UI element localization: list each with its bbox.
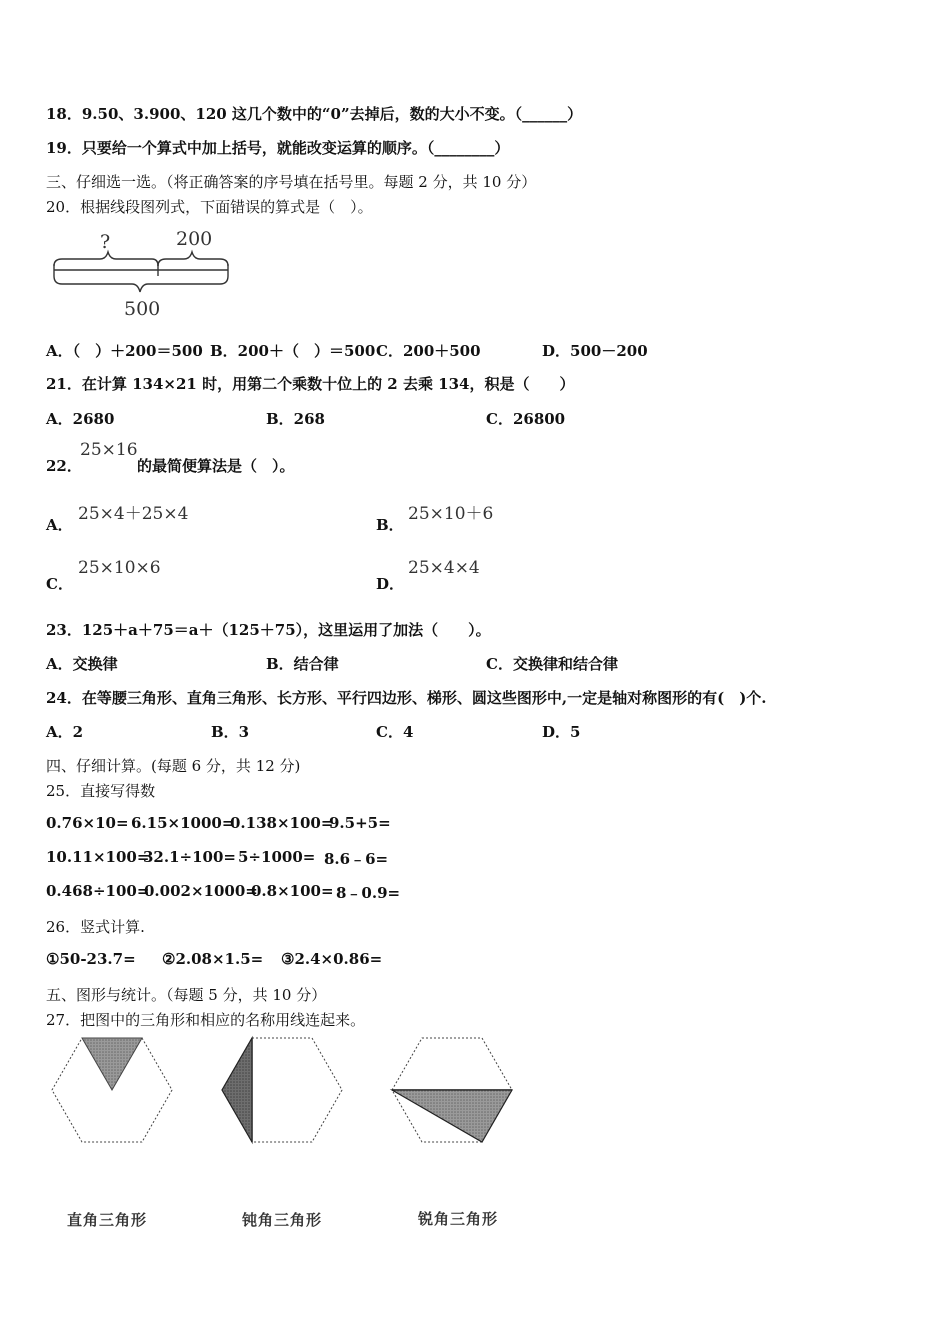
question-18: 18．9.50、3.900、120 这几个数中的“0”去掉后，数的大小不变。（______）	[46, 105, 583, 123]
q25-item: 8.6﹣6=	[324, 850, 389, 868]
section-4-heading: 四、仔细计算。(每题 6 分，共 12 分)	[46, 757, 301, 775]
hexagon-figure-3	[392, 1038, 512, 1142]
q22-option-a-expr: 25×4＋25×4	[78, 504, 189, 524]
question-23: 23．125＋a＋75＝a＋（125＋75），这里运用了加法（ ）。	[46, 621, 491, 639]
q24-option-a: A．2	[46, 723, 84, 741]
diagram-label-200: 200	[176, 228, 213, 250]
q22-option-c-expr: 25×10×6	[78, 558, 161, 578]
q25-item: 6.15×1000=	[131, 814, 235, 832]
shaded-triangle-1	[82, 1038, 142, 1090]
q23-option-a: A．交换律	[46, 655, 118, 673]
hexagon-figures	[45, 1030, 525, 1155]
q26-item-3: ③2.4×0.86=	[281, 950, 383, 968]
q25-item: 0.76×10=	[46, 814, 129, 832]
hexagon-figure-2	[222, 1038, 342, 1142]
q20-option-b: B．200＋（ ）＝500	[210, 342, 376, 360]
label-right-triangle: 直角三角形	[67, 1211, 148, 1229]
shaded-triangle-3	[392, 1090, 512, 1142]
q25-item: 0.468÷100=	[46, 882, 150, 900]
q22-option-a-label: A．	[46, 516, 73, 534]
q22-number: 22．	[46, 457, 82, 475]
q25-item: 10.11×100=	[46, 848, 150, 866]
q21-option-b: B．268	[266, 410, 325, 428]
q22-expression: 25×16	[80, 440, 138, 460]
question-19: 19．只要给一个算式中加上括号，就能改变运算的顺序。（________）	[46, 139, 510, 157]
shaded-triangle-2	[222, 1038, 252, 1142]
q22-option-c-label: C．	[46, 575, 73, 593]
q24-option-b: B．3	[211, 723, 250, 741]
q25-item: 32.1÷100=	[143, 848, 236, 866]
q20-option-d: D．500－200	[542, 342, 648, 360]
question-27: 27．把图中的三角形和相应的名称用线连起来。	[46, 1011, 366, 1029]
question-26: 26．竖式计算.	[46, 918, 145, 936]
question-21: 21．在计算 134×21 时，用第二个乘数十位上的 2 去乘 134，积是（ ）	[46, 375, 575, 393]
q25-item: 8﹣0.9=	[336, 884, 401, 902]
q26-item-2: ②2.08×1.5=	[162, 950, 264, 968]
question-20: 20．根据线段图列式，下面错误的算式是（ ）。	[46, 198, 373, 216]
question-25: 25．直接写得数	[46, 782, 156, 800]
q22-option-d-expr: 25×4×4	[408, 558, 480, 578]
q22-question-text: 的最简便算法是（ ）。	[137, 457, 295, 475]
section-3-heading: 三、仔细选一选。（将正确答案的序号填在括号里。每题 2 分，共 10 分）	[46, 173, 537, 191]
q21-option-c: C．26800	[486, 410, 566, 428]
question-24: 24．在等腰三角形、直角三角形、长方形、平行四边形、梯形、圆这些图形中,一定是轴对称图形的有( )个.	[46, 689, 767, 707]
q25-item: 5÷1000=	[238, 848, 316, 866]
q25-item: 0.8×100=	[251, 882, 334, 900]
label-obtuse-triangle: 钝角三角形	[242, 1211, 323, 1229]
q24-option-d: D．5	[542, 723, 581, 741]
line-segment-diagram	[48, 226, 238, 321]
q25-item: 9.5+5=	[329, 814, 391, 832]
q20-option-c: C．200＋500	[376, 342, 481, 360]
section-5-heading: 五、图形与统计。（每题 5 分，共 10 分）	[46, 986, 327, 1004]
q26-item-1: ①50-23.7=	[46, 950, 136, 968]
q25-item: 0.138×100=	[230, 814, 334, 832]
q24-option-c: C．4	[376, 723, 414, 741]
q25-item: 0.002×1000=	[144, 882, 258, 900]
q22-option-b-label: B．	[376, 516, 404, 534]
q23-option-b: B．结合律	[266, 655, 339, 673]
diagram-label-500: 500	[124, 298, 161, 320]
label-acute-triangle: 锐角三角形	[418, 1210, 499, 1228]
q22-option-d-label: D．	[376, 575, 405, 593]
q21-option-a: A．2680	[46, 410, 115, 428]
q22-option-b-expr: 25×10＋6	[408, 504, 494, 524]
q23-option-c: C．交换律和结合律	[486, 655, 618, 673]
diagram-label-unknown: ?	[100, 231, 111, 253]
q20-option-a: A．（ ）＋200＝500	[46, 342, 203, 360]
hexagon-figure-1	[52, 1038, 172, 1142]
